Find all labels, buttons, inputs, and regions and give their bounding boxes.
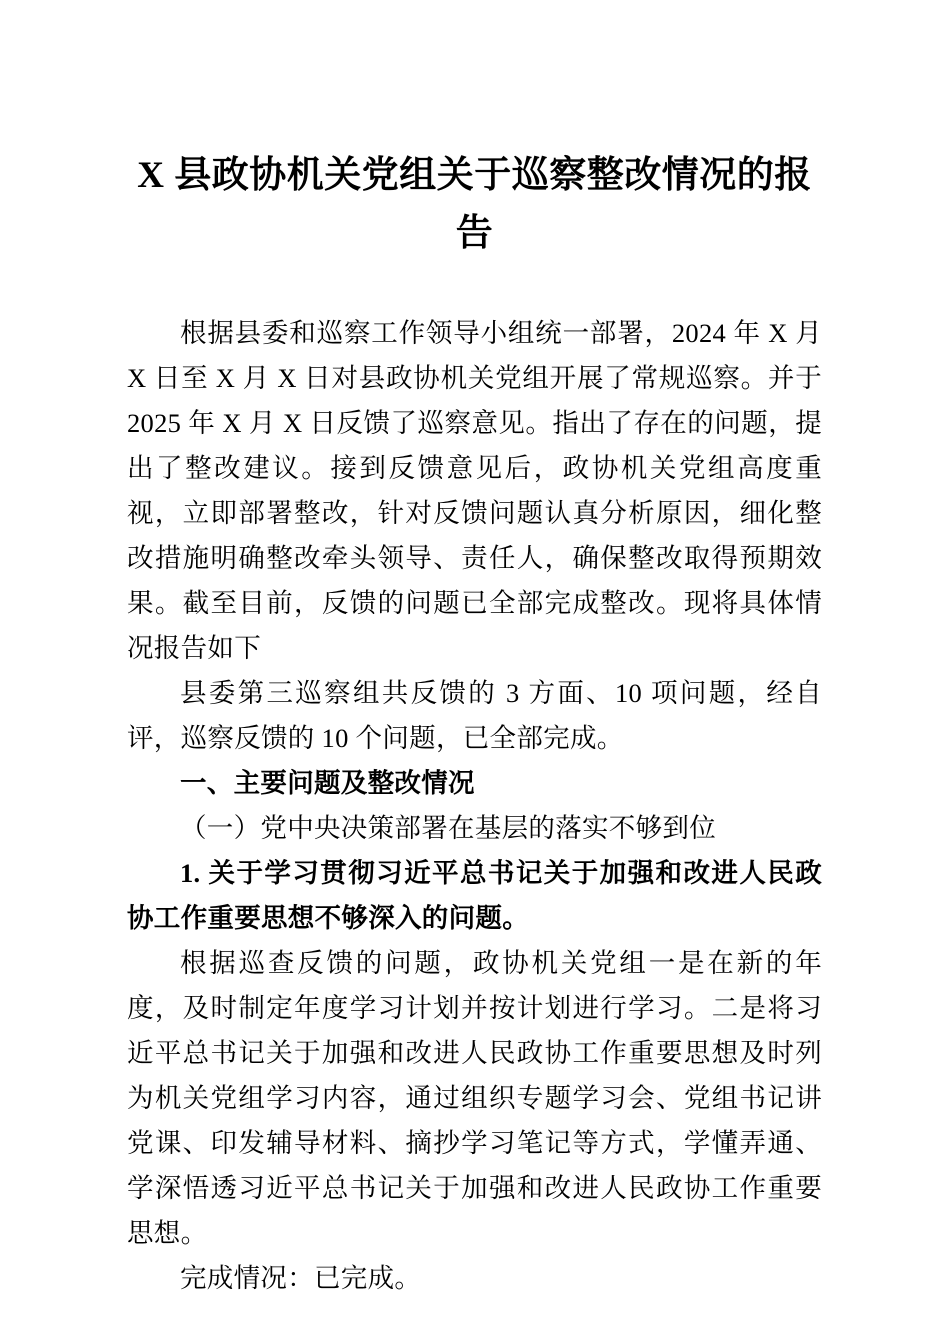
item-status-study-implementation: 完成情况：已完成。 [180, 1263, 422, 1293]
document-content-column [127, 0, 822, 1301]
summary-paragraph: 县委第三巡察组共反馈的 3 方面、10 项问题，经自评，巡察反馈的 10 个问题，已全部完成。 [127, 678, 822, 753]
intro-paragraph: 根据县委和巡察工作领导小组统一部署，2024 年 X 月 X 日至 X 月 X 日对县政协机关党组开展了常规巡察。并于 2025 年 X 月 X 日反馈了巡察意见。指出了存在的问题，提出了整改建议。接到反馈意见后，政协机关党组高度重视，立即部署整改，针对反馈问题认真分析原因，细化整改措施明确整改牵头领导、责任人，确保整改取得预期效果。截至目前，反馈的问题已全部完成整改。现将具体情况报告如下 [127, 318, 822, 663]
subsection-heading-central-policy: （一）党中央决策部署在基层的落实不够到位 [180, 813, 716, 843]
section-heading-main-problems: 一、主要问题及整改情况 [180, 768, 475, 798]
page-title: X 县政协机关党组关于巡察整改情况的报告 [137, 155, 812, 254]
item-heading-study-implementation: 1. 关于学习贯彻习近平总书记关于加强和改进人民政协工作重要思想不够深入的问题。 [127, 858, 822, 933]
item-body-study-implementation: 根据巡查反馈的问题，政协机关党组一是在新的年度，及时制定年度学习计划并按计划进行学习。二是将习近平总书记关于加强和改进人民政协工作重要思想及时列为机关党组学习内容，通过组织专题学习会、党组书记讲党课、印发辅导材料、摘抄学习笔记等方式，学懂弄通、学深悟透习近平总书记关于加强和改进人民政协工作重要思想。 [127, 948, 822, 1248]
